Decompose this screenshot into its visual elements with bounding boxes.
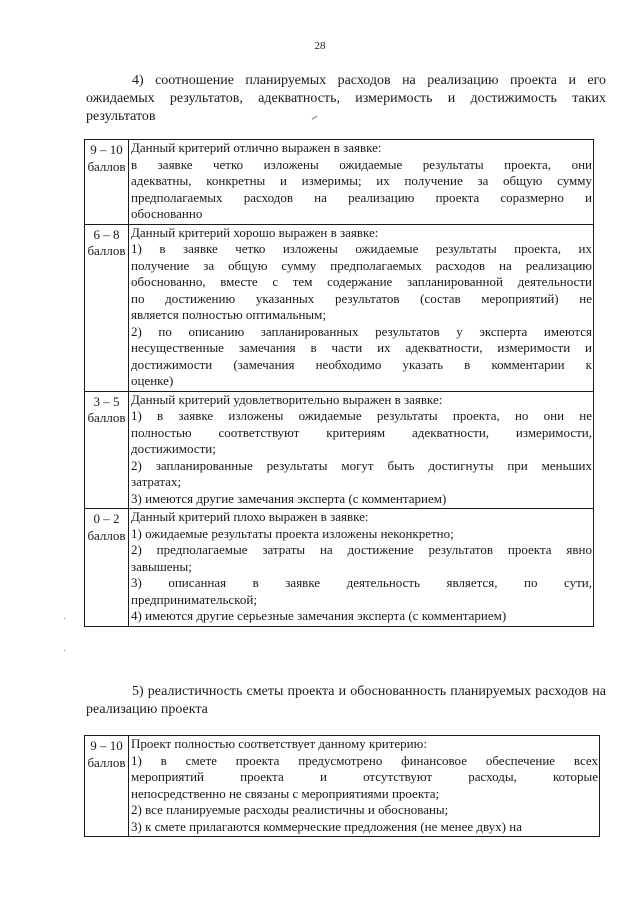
scan-speck <box>64 618 65 619</box>
criteria-row <box>85 224 594 391</box>
criteria-table-section-5 <box>84 735 600 837</box>
criteria-line: 1) в заявке четко изложены ожидаемые результаты проекта, их <box>131 241 592 256</box>
criteria-line: 3) описанная в заявке деятельность является, по сути, <box>131 575 592 590</box>
criteria-line: оценке) <box>131 373 174 388</box>
criteria-line: 1) в заявке изложены ожидаемые результаты проекта, но они не <box>131 408 592 423</box>
criteria-line: предполагаемых расходов на реализацию проекта соразмерно и <box>131 189 592 205</box>
criteria-line: 4) имеются другие серьезные замечания эксперта (с комментарием) <box>131 608 507 623</box>
criteria-title: Данный критерий хорошо выражен в заявке: <box>131 224 379 240</box>
criteria-line: мероприятий проекта и отсутствуют расходы, которые <box>131 769 598 784</box>
score-unit: баллов <box>87 527 126 543</box>
criteria-line: по достижению указанных результатов (состав мероприятий) не <box>131 290 592 306</box>
criteria-line: затратах; <box>131 474 182 489</box>
score-range: 3 – 5 <box>93 393 120 409</box>
criteria-title: Данный критерий отлично выражен в заявке: <box>131 140 382 155</box>
score-unit: баллов <box>87 754 126 770</box>
criteria-line: 1) в смете проекта предусмотрено финансовое обеспечение всех <box>131 752 598 768</box>
score-range: 9 – 10 <box>90 738 123 753</box>
criteria-line: 2) все планируемые расходы реалистичны и обоснованы; <box>131 802 449 817</box>
score-cell <box>85 391 129 509</box>
score-cell <box>85 509 129 627</box>
criteria-row <box>85 509 594 627</box>
criteria-description <box>129 224 594 391</box>
criteria-title: Данный критерий плохо выражен в заявке: <box>131 509 369 524</box>
criteria-description <box>129 391 594 509</box>
criteria-line: обоснованно <box>131 206 203 221</box>
criteria-line: несущественные замечания в части их адекватности, измеримости и <box>131 340 592 355</box>
section-5-heading: 5) реалистичность сметы проекта и обоснованность планируемых расходов на реализацию проекта <box>86 684 606 717</box>
score-unit: баллов <box>87 243 126 258</box>
score-range: 9 – 10 <box>90 142 123 157</box>
criteria-title: Данный критерий удовлетворительно выражен в заявке: <box>131 391 443 407</box>
criteria-line: 2) запланированные результаты могут быть достигнуты при меньших <box>131 457 592 473</box>
criteria-line: полностью соответствуют критериям адекватности, измеримости, <box>131 424 592 440</box>
score-cell <box>85 224 129 391</box>
criteria-row <box>85 140 594 225</box>
criteria-line: завышены; <box>131 558 192 574</box>
criteria-line: 2) предполагаемые затраты на достижение результатов проекта явно <box>131 542 592 557</box>
section-4-heading: 4) соотношение планируемых расходов на реализацию проекта и его ожидаемых результатов, адекватность, измеримость и достижимость таких результатов <box>86 73 606 124</box>
scan-speck <box>64 650 65 651</box>
score-cell <box>85 140 129 225</box>
criteria-table-section-4 <box>84 139 594 627</box>
criteria-row <box>85 391 594 509</box>
criteria-description <box>129 140 594 225</box>
criteria-line: 3) к смете прилагаются коммерческие предложения (не менее двух) на <box>131 818 522 834</box>
score-range: 6 – 8 <box>93 226 120 242</box>
page-number: 28 <box>314 40 326 52</box>
criteria-line: в заявке четко изложены ожидаемые результаты проекта, они <box>131 156 592 172</box>
criteria-row <box>85 736 600 837</box>
criteria-line: 1) ожидаемые результаты проекта изложены неконкретно; <box>131 525 454 541</box>
criteria-title: Проект полностью соответствует данному критерию: <box>131 736 427 751</box>
score-unit: баллов <box>87 158 126 174</box>
criteria-line: 2) по описанию запланированных результатов у эксперта имеются <box>131 323 592 339</box>
criteria-line: является полностью оптимальным; <box>131 307 326 322</box>
criteria-line: обоснованно, вместе с тем содержание запланированной деятельности <box>131 274 592 289</box>
score-unit: баллов <box>87 410 126 425</box>
criteria-line: достижимости (замечания необходимо указать в комментарии к <box>131 356 592 372</box>
score-cell <box>85 736 129 837</box>
criteria-description <box>129 736 600 837</box>
criteria-line: 3) имеются другие замечания эксперта (с комментарием) <box>131 490 447 506</box>
criteria-line: адекватны, конкретны и измеримы; их получение за общую сумму <box>131 173 592 188</box>
criteria-line: предпринимательской; <box>131 591 257 607</box>
criteria-line: достижимости; <box>131 441 216 456</box>
criteria-description <box>129 509 594 627</box>
criteria-line: непосредственно не связаны с мероприятиями проекта; <box>131 785 440 801</box>
score-range: 0 – 2 <box>93 511 120 526</box>
criteria-line: получение за общую сумму предполагаемых расходов на реализацию <box>131 257 592 273</box>
